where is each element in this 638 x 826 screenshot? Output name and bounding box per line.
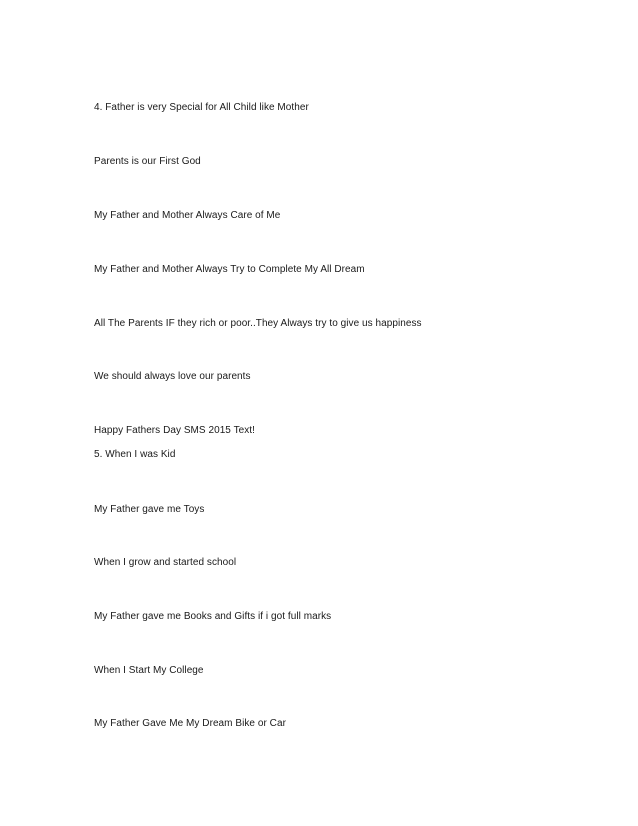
text-line: When I Start My College bbox=[94, 665, 204, 676]
text-line: My Father Gave Me My Dream Bike or Car bbox=[94, 718, 286, 729]
text-line: We should always love our parents bbox=[94, 371, 251, 382]
text-line-item-4-heading: 4. Father is very Special for All Child like Mother bbox=[94, 102, 309, 113]
text-line: When I grow and started school bbox=[94, 557, 237, 568]
text-line: My Father and Mother Always Try to Complete My All Dream bbox=[94, 264, 365, 275]
text-line: All The Parents IF they rich or poor..They Always try to give us happiness bbox=[94, 318, 422, 329]
text-line-section-title: Happy Fathers Day SMS 2015 Text! bbox=[94, 425, 255, 436]
text-line: My Father gave me Toys bbox=[94, 504, 205, 515]
text-line: Parents is our First God bbox=[94, 156, 201, 167]
text-line: My Father and Mother Always Care of Me bbox=[94, 210, 281, 221]
text-line: My Father gave me Books and Gifts if i got full marks bbox=[94, 611, 332, 622]
text-line-item-5-heading: 5. When I was Kid bbox=[94, 449, 176, 460]
